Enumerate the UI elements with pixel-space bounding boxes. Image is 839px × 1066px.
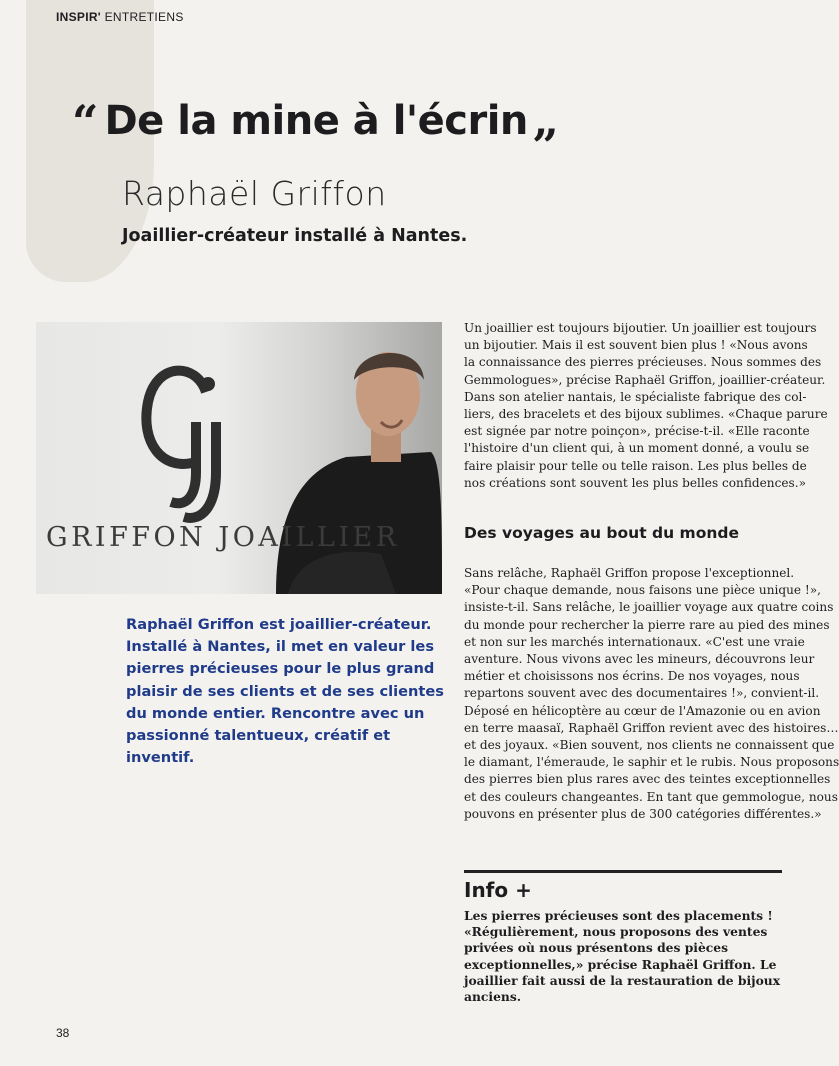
text-line: liers, des bracelets et des bijoux sublimes. «Chaque parure [464,407,828,422]
text-line: des pierres bien plus rares avec des teintes exceptionnelles [464,772,831,787]
close-quote-icon: ” [531,119,559,173]
page-number: 38 [56,1026,70,1040]
article-title [72,95,760,173]
text-line: et des joyaux. «Bien souvent, nos clients ne connaissent que [464,738,835,753]
text-line: «Pour chaque demande, nous faisons une pièce unique !», [464,583,821,598]
text-line: l'histoire d'un client qui, à un moment donné, a voulu se [464,441,810,456]
text-line: exceptionnelles,» précise Raphaël Griffon. Le [464,956,777,972]
text-line: privées où nous présentons des pièces [464,940,729,956]
info-title: Info + [464,878,532,902]
portrait-photo [36,322,442,594]
text-line: Un joaillier est toujours bijoutier. Un joaillier est toujours [464,321,817,335]
title-text: De la mine à l'écrin [104,98,528,144]
photo-caption: Raphaël Griffon est joaillier-créateur. Installé à Nantes, il met en valeur les pierres précieuses pour le plus grand plaisir de ses clients et de ses clientes du monde entier. Rencontre avec un passionné talentueux, créatif et inventif. [126,616,444,767]
section-subheading: Des voyages au bout du monde [464,524,739,542]
text-line: et des couleurs changeantes. En tant que gemmologue, nous [464,789,838,804]
text-line: le diamant, l'émeraude, le saphir et le rubis. Nous proposons [464,755,839,770]
text-line: pouvons en présenter plus de 300 catégories différentes.» [464,806,822,821]
text-line: métier et choisissons nos écrins. De nos voyages, nous [464,669,800,684]
text-line: Sans relâche, Raphaël Griffon propose l'exceptionnel. [464,566,795,580]
info-box [464,908,782,1005]
text-line: aventure. Nous vivons avec les mineurs, découvrons leur [464,652,815,667]
info-divider [464,870,782,873]
intro-paragraph [464,320,828,492]
article-tagline: Joaillier-créateur installé à Nantes. [122,226,468,246]
text-line: nos créations sont souvent les plus belles confidences.» [464,475,806,490]
text-line: «Régulièrement, nous proposons des ventes [464,924,768,940]
photo-brand-text: GRIFFON JOAILLIER [46,522,400,553]
text-line: anciens. [464,989,522,1005]
section-name: ENTRETIENS [104,10,184,24]
magazine-brand: INSPIR' [56,10,101,24]
text-line: est signée par notre poinçon», précise-t-il. «Elle raconte [464,424,810,439]
text-line: repartons souvent avec des documentaires !», convient-il. [464,686,820,701]
text-line: et non sur les marchés internationaux. «C'est une vraie [464,634,805,649]
text-line: Déposé en hélicoptère au cœur de l'Amazonie ou en avion [464,703,821,718]
text-line: insiste-t-il. Sans relâche, le joaillier voyage aux quatre coins [464,600,834,615]
text-line: faire plaisir pour telle ou telle raison. Les plus belles de [464,458,807,473]
text-line: Les pierres précieuses sont des placements ! [464,908,773,923]
text-line: Dans son atelier nantais, le spécialiste fabrique des col- [464,389,807,404]
text-line: la connaissance des pierres précieuses. Nous sommes des [464,355,822,370]
griffon-monogram-icon [146,371,216,518]
text-line: un bijoutier. Mais il est souvent bien plus ! «Nous avons [464,338,808,353]
text-line: du monde pour rechercher la pierre rare au pied des mines [464,617,830,632]
body-paragraph [464,565,839,823]
person-figure [276,352,442,594]
person-name: Raphaël Griffon [122,174,387,213]
open-quote-icon: “ [72,95,99,149]
section-header [56,10,184,24]
text-line: Gemmologues», précise Raphaël Griffon, joaillier-créateur. [464,372,826,387]
photo-illustration [36,322,442,594]
text-line: joaillier fait aussi de la restauration de bijoux [464,972,781,988]
text-line: en terre maasaï, Raphaël Griffon revient avec des histoires… [464,720,839,735]
